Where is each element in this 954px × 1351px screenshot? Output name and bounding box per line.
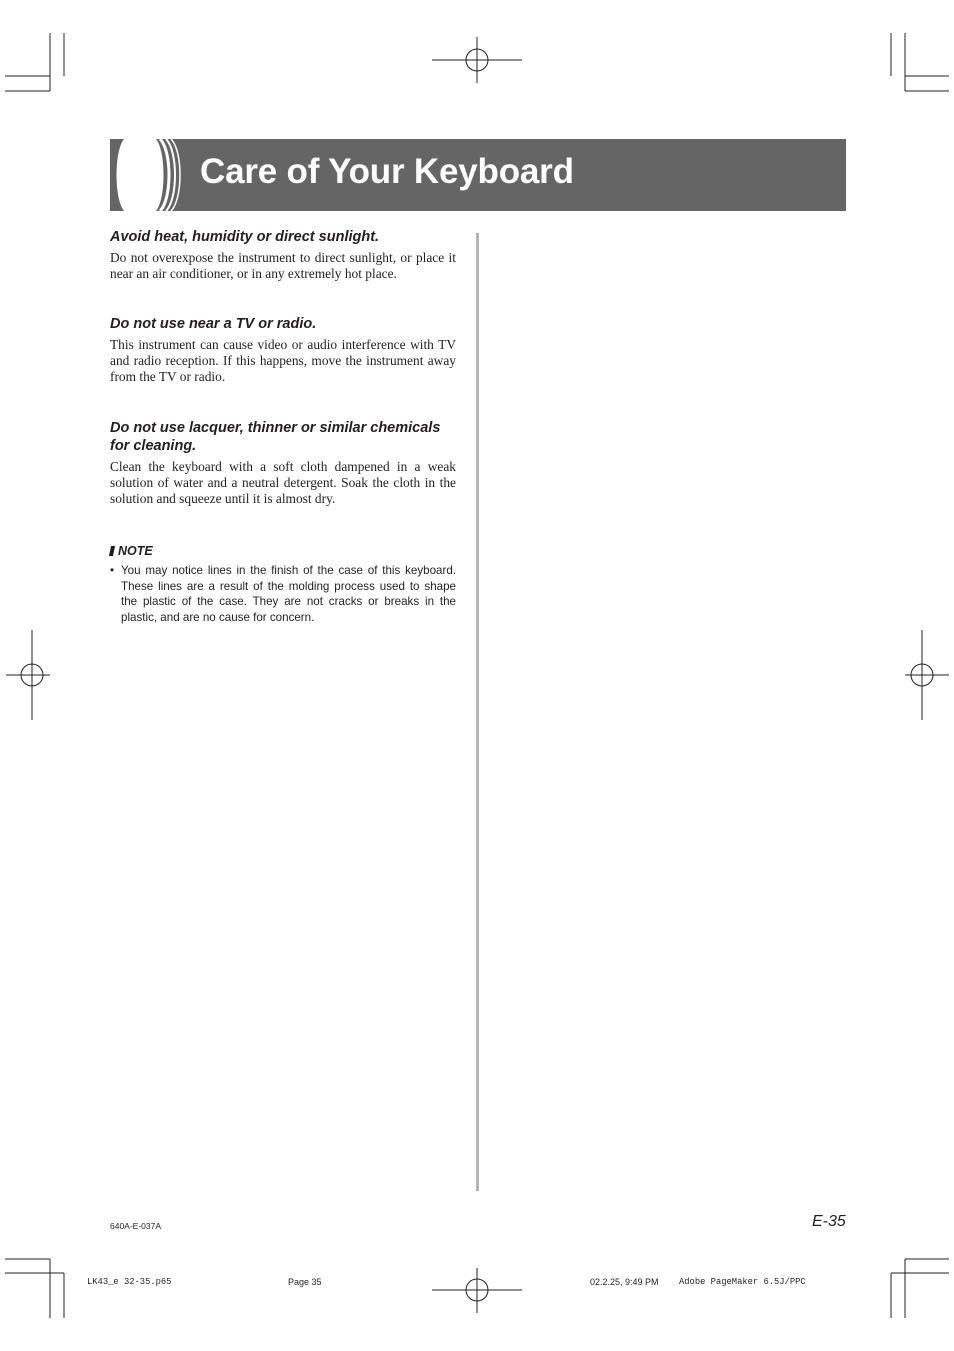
note-item-text: You may notice lines in the finish of the case of this keyboard. These lines are a result of the molding process used to shape the plastic of the case. They are not cracks or breaks in the plastic, and are no cause for concern. [121, 564, 456, 624]
bullet-icon: • [110, 564, 115, 577]
slug-date: 02.2.25, 9:49 PM [590, 1277, 659, 1287]
page-number: E-35 [812, 1213, 846, 1230]
slug-application: Adobe PageMaker 6.5J/PPC [679, 1277, 806, 1287]
title-banner [110, 139, 846, 211]
note-block [110, 544, 456, 625]
note-label [110, 544, 456, 558]
note-list [110, 563, 456, 625]
section-heading: Avoid heat, humidity or direct sunlight. [110, 229, 380, 245]
slug-filename: LK43_e 32-35.p65 [87, 1277, 172, 1287]
section-heat [110, 228, 456, 282]
section-tv-radio [110, 315, 456, 385]
document-code: 640A-E-037A [110, 1221, 162, 1231]
section-heading: Do not use near a TV or radio. [110, 316, 317, 332]
section-body: Clean the keyboard with a soft cloth dampened in a weak solution of water and a neutral detergent. Soak the cloth in the solution and squeeze until it is almost dry. [110, 459, 456, 506]
slug-page: Page 35 [288, 1277, 322, 1287]
section-body: This instrument can cause video or audio interference with TV and radio reception. If this happens, move the instrument away from the TV or radio. [110, 337, 456, 384]
note-marker-icon [109, 546, 115, 556]
banner-arc-decoration [110, 139, 190, 211]
page-title: Care of Your Keyboard [200, 152, 574, 191]
section-body: Do not overexpose the instrument to direct sunlight, or place it near an air conditioner, or in any extremely hot place. [110, 250, 456, 281]
section-heading: Do not use lacquer, thinner or similar chemicals for cleaning. [110, 420, 441, 454]
note-label-text: NOTE [118, 544, 153, 558]
note-item [110, 563, 456, 625]
column-divider [476, 233, 479, 1191]
section-cleaning [110, 419, 456, 507]
